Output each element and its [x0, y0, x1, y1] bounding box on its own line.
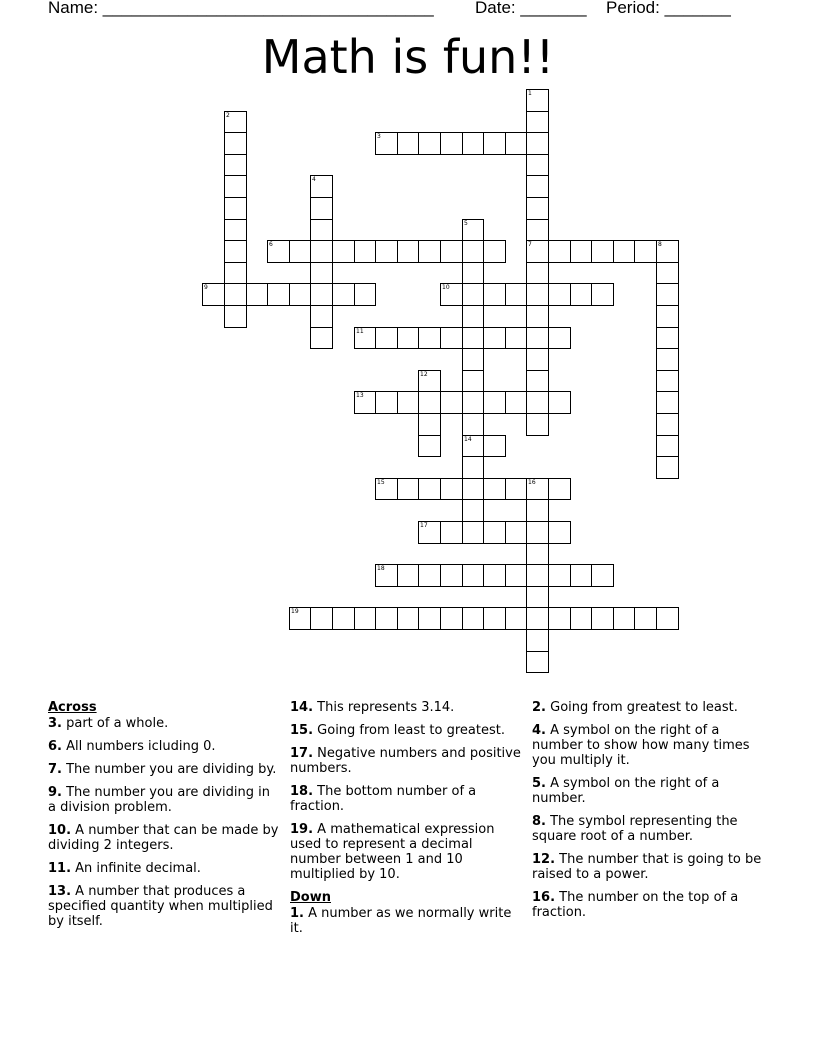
- grid-cell[interactable]: [462, 348, 484, 371]
- clue-num: 15.: [290, 723, 314, 738]
- grid-cell[interactable]: [224, 283, 247, 306]
- clue-number: 7: [528, 241, 532, 248]
- clue: [48, 716, 280, 731]
- clue-num: 14.: [290, 700, 314, 715]
- grid-cell[interactable]: [656, 327, 679, 349]
- grid-cell[interactable]: [505, 607, 527, 630]
- grid-cell[interactable]: [591, 564, 614, 587]
- grid-cell[interactable]: [462, 240, 484, 263]
- down-clue-list-cont: [532, 700, 768, 920]
- clue-text: A symbol on the right of a number.: [532, 776, 720, 806]
- clue-number: 9: [204, 284, 208, 291]
- clues-column-1: [48, 700, 280, 937]
- grid-cell[interactable]: [397, 564, 419, 587]
- grid-cell[interactable]: [483, 327, 506, 349]
- clue-num: 5.: [532, 776, 546, 791]
- clue: [48, 739, 280, 754]
- grid-cell[interactable]: [526, 521, 549, 544]
- clue-number: 19: [291, 608, 299, 615]
- grid-cell[interactable]: [613, 607, 635, 630]
- clue-num: 10.: [48, 823, 72, 838]
- grid-cell[interactable]: [224, 132, 247, 155]
- grid-cell[interactable]: [591, 607, 614, 630]
- grid-cell[interactable]: [440, 283, 463, 306]
- clue-text: The number on the top of a fraction.: [532, 890, 739, 920]
- grid-cell[interactable]: [526, 629, 549, 652]
- grid-cell[interactable]: [418, 327, 441, 349]
- grid-cell[interactable]: [375, 327, 398, 349]
- grid-cell[interactable]: [526, 543, 549, 565]
- clue-num: 6.: [48, 739, 62, 754]
- down-clue-list: [290, 906, 522, 936]
- clue-num: 19.: [290, 822, 314, 837]
- grid-cell[interactable]: [548, 391, 571, 414]
- grid-cell[interactable]: [418, 564, 441, 587]
- grid-cell[interactable]: [526, 651, 549, 673]
- grid-cell[interactable]: [526, 305, 549, 328]
- grid-cell[interactable]: [505, 391, 527, 414]
- grid-cell[interactable]: [505, 521, 527, 544]
- clue: [532, 776, 768, 806]
- clue: [48, 762, 280, 777]
- clue-num: 2.: [532, 700, 546, 715]
- clue: [290, 906, 522, 936]
- clue-number: 16: [528, 479, 536, 486]
- grid-cell[interactable]: [505, 564, 527, 587]
- grid-cell[interactable]: [462, 478, 484, 500]
- grid-cell[interactable]: [440, 327, 463, 349]
- clue-text: All numbers icluding 0.: [61, 739, 216, 754]
- grid-cell[interactable]: [440, 478, 463, 500]
- grid-cell[interactable]: [310, 305, 333, 328]
- grid-cell[interactable]: [526, 132, 549, 155]
- grid-cell[interactable]: [548, 564, 571, 587]
- grid-cell[interactable]: [570, 607, 592, 630]
- across-clue-list-cont: [290, 700, 522, 882]
- grid-cell[interactable]: [548, 327, 571, 349]
- grid-cell[interactable]: [440, 391, 463, 414]
- grid-cell[interactable]: [656, 607, 679, 630]
- clue-text: A mathematical expression used to represent a decimal number between 1 and 10 multiplied by 10.: [290, 822, 495, 882]
- clue-text: The number that is going to be raised to a power.: [532, 852, 762, 882]
- grid-cell[interactable]: [656, 391, 679, 414]
- clue: [290, 746, 522, 776]
- grid-cell[interactable]: [375, 391, 398, 414]
- grid-cell[interactable]: [224, 111, 247, 133]
- grid-cell[interactable]: [483, 521, 506, 544]
- grid-cell[interactable]: [310, 262, 333, 284]
- clue-text: An infinite decimal.: [71, 861, 201, 876]
- grid-cell[interactable]: [634, 607, 657, 630]
- grid-cell[interactable]: [634, 240, 657, 263]
- grid-cell[interactable]: [483, 283, 506, 306]
- clues-column-2: [290, 700, 522, 944]
- clue-number: 12: [420, 371, 428, 378]
- grid-cell[interactable]: [289, 283, 311, 306]
- grid-cell[interactable]: [526, 111, 549, 133]
- clue: [532, 814, 768, 844]
- grid-cell[interactable]: [440, 240, 463, 263]
- grid-cell[interactable]: [332, 240, 355, 263]
- clue: [290, 700, 522, 715]
- grid-cell[interactable]: [267, 283, 290, 306]
- grid-cell[interactable]: [462, 262, 484, 284]
- grid-cell[interactable]: [418, 370, 441, 392]
- period-field[interactable]: Period: _______: [606, 0, 731, 17]
- grid-cell[interactable]: [418, 132, 441, 155]
- grid-cell[interactable]: [548, 607, 571, 630]
- grid-cell[interactable]: [505, 327, 527, 349]
- grid-cell[interactable]: [397, 607, 419, 630]
- name-field[interactable]: Name: ___________________________________: [48, 0, 434, 17]
- grid-cell[interactable]: [526, 240, 549, 263]
- grid-cell[interactable]: [483, 435, 506, 457]
- grid-cell[interactable]: [526, 175, 549, 198]
- clue-num: 3.: [48, 716, 62, 731]
- grid-cell[interactable]: [418, 413, 441, 436]
- clue-num: 9.: [48, 785, 62, 800]
- grid-cell[interactable]: [246, 283, 268, 306]
- grid-cell[interactable]: [224, 262, 247, 284]
- grid-cell[interactable]: [375, 564, 398, 587]
- grid-cell[interactable]: [224, 240, 247, 263]
- clue-text: The symbol representing the square root of a number.: [532, 814, 738, 844]
- grid-cell[interactable]: [505, 283, 527, 306]
- grid-cell[interactable]: [548, 478, 571, 500]
- grid-cell[interactable]: [310, 219, 333, 241]
- clue-num: 13.: [48, 884, 72, 899]
- grid-cell[interactable]: [375, 478, 398, 500]
- grid-cell[interactable]: [483, 564, 506, 587]
- grid-cell[interactable]: [354, 240, 376, 263]
- down-heading: Down: [290, 890, 331, 905]
- grid-cell[interactable]: [440, 564, 463, 587]
- grid-cell[interactable]: [375, 607, 398, 630]
- clue-number: 4: [312, 176, 316, 183]
- clue-number: 11: [356, 328, 364, 335]
- clue-text: A symbol on the right of a number to show how many times you multiply it.: [532, 723, 750, 768]
- grid-cell[interactable]: [310, 327, 333, 349]
- grid-cell[interactable]: [462, 391, 484, 414]
- clue-num: 7.: [48, 762, 62, 777]
- grid-cell[interactable]: [656, 435, 679, 457]
- grid-cell[interactable]: [310, 197, 333, 220]
- grid-cell[interactable]: [418, 607, 441, 630]
- clues-column-3: [532, 700, 768, 928]
- clue-text: The number you are dividing by.: [61, 762, 277, 777]
- grid-cell[interactable]: [397, 132, 419, 155]
- clue-num: 1.: [290, 906, 304, 921]
- grid-cell[interactable]: [375, 132, 398, 155]
- grid-cell[interactable]: [462, 435, 484, 457]
- clue-text: A number as we normally write it.: [290, 906, 512, 936]
- grid-cell[interactable]: [483, 240, 506, 263]
- grid-cell[interactable]: [505, 132, 527, 155]
- clue-num: 16.: [532, 890, 556, 905]
- grid-cell[interactable]: [526, 262, 549, 284]
- clue-text: A number that produces a specified quantity when multiplied by itself.: [48, 884, 273, 929]
- clue-text: This represents 3.14.: [313, 700, 455, 715]
- grid-cell[interactable]: [462, 132, 484, 155]
- grid-cell[interactable]: [418, 240, 441, 263]
- grid-cell[interactable]: [656, 262, 679, 284]
- grid-cell[interactable]: [289, 607, 311, 630]
- clue-number: 3: [377, 133, 381, 140]
- grid-cell[interactable]: [591, 240, 614, 263]
- grid-cell[interactable]: [310, 175, 333, 198]
- clue: [290, 822, 522, 882]
- grid-cell[interactable]: [397, 391, 419, 414]
- grid-cell[interactable]: [656, 283, 679, 306]
- grid-cell[interactable]: [505, 478, 527, 500]
- grid-cell[interactable]: [462, 499, 484, 522]
- grid-cell[interactable]: [656, 413, 679, 436]
- clue: [290, 784, 522, 814]
- clue: [532, 890, 768, 920]
- grid-cell[interactable]: [462, 607, 484, 630]
- grid-cell[interactable]: [224, 197, 247, 220]
- grid-cell[interactable]: [526, 478, 549, 500]
- clue: [48, 785, 280, 815]
- grid-cell[interactable]: [267, 240, 290, 263]
- grid-cell[interactable]: [418, 435, 441, 457]
- grid-cell[interactable]: [526, 89, 549, 112]
- grid-cell[interactable]: [418, 521, 441, 544]
- clue: [48, 823, 280, 853]
- grid-cell[interactable]: [224, 175, 247, 198]
- clue-num: 8.: [532, 814, 546, 829]
- clue-number: 14: [464, 436, 472, 443]
- across-clue-list: [48, 716, 280, 929]
- across-heading: Across: [48, 700, 97, 715]
- grid-cell[interactable]: [202, 283, 225, 306]
- grid-cell[interactable]: [462, 456, 484, 479]
- clue-text: part of a whole.: [61, 716, 169, 731]
- clue-number: 15: [377, 479, 385, 486]
- grid-cell[interactable]: [397, 240, 419, 263]
- grid-cell[interactable]: [526, 327, 549, 349]
- grid-cell[interactable]: [483, 391, 506, 414]
- clue-num: 11.: [48, 861, 72, 876]
- clue-num: 18.: [290, 784, 314, 799]
- grid-cell[interactable]: [332, 283, 355, 306]
- grid-cell[interactable]: [332, 607, 355, 630]
- grid-cell[interactable]: [397, 327, 419, 349]
- grid-cell[interactable]: [526, 607, 549, 630]
- clue: [532, 723, 768, 768]
- grid-cell[interactable]: [289, 240, 311, 263]
- clue-number: 6: [269, 241, 273, 248]
- grid-cell[interactable]: [440, 132, 463, 155]
- clue-number: 18: [377, 565, 385, 572]
- clue-text: The bottom number of a fraction.: [290, 784, 477, 814]
- grid-cell[interactable]: [656, 456, 679, 479]
- grid-cell[interactable]: [526, 391, 549, 414]
- grid-cell[interactable]: [656, 348, 679, 371]
- grid-cell[interactable]: [483, 132, 506, 155]
- grid-cell[interactable]: [548, 283, 571, 306]
- grid-cell[interactable]: [526, 154, 549, 176]
- grid-cell[interactable]: [462, 521, 484, 544]
- grid-cell[interactable]: [418, 478, 441, 500]
- grid-cell[interactable]: [526, 348, 549, 371]
- grid-cell[interactable]: [656, 240, 679, 263]
- grid-cell[interactable]: [310, 240, 333, 263]
- grid-cell[interactable]: [548, 240, 571, 263]
- clue-number: 8: [658, 241, 662, 248]
- clue-num: 17.: [290, 746, 314, 761]
- clue-number: 5: [464, 220, 468, 227]
- grid-cell[interactable]: [462, 283, 484, 306]
- grid-cell[interactable]: [462, 305, 484, 328]
- clue: [290, 723, 522, 738]
- clue-number: 17: [420, 522, 428, 529]
- clue-text: Going from least to greatest.: [313, 723, 505, 738]
- grid-cell[interactable]: [526, 413, 549, 436]
- grid-cell[interactable]: [570, 564, 592, 587]
- grid-cell[interactable]: [418, 391, 441, 414]
- clue-text: Negative numbers and positive numbers.: [290, 746, 521, 776]
- grid-cell[interactable]: [462, 413, 484, 436]
- grid-cell[interactable]: [462, 327, 484, 349]
- grid-cell[interactable]: [224, 154, 247, 176]
- grid-cell[interactable]: [354, 391, 376, 414]
- grid-cell[interactable]: [224, 219, 247, 241]
- clue-number: 10: [442, 284, 450, 291]
- date-field[interactable]: Date: _______: [475, 0, 587, 17]
- clue: [48, 884, 280, 929]
- clue-num: 4.: [532, 723, 546, 738]
- grid-cell[interactable]: [310, 283, 333, 306]
- clue-number: 13: [356, 392, 364, 399]
- grid-cell[interactable]: [526, 586, 549, 608]
- grid-cell[interactable]: [526, 197, 549, 220]
- grid-cell[interactable]: [526, 564, 549, 587]
- clue: [532, 700, 768, 715]
- grid-cell[interactable]: [483, 607, 506, 630]
- grid-cell[interactable]: [375, 240, 398, 263]
- page-title: Math is fun!!: [261, 30, 555, 84]
- grid-cell[interactable]: [483, 478, 506, 500]
- grid-cell[interactable]: [462, 219, 484, 241]
- grid-cell[interactable]: [656, 305, 679, 328]
- grid-cell[interactable]: [570, 240, 592, 263]
- grid-cell[interactable]: [440, 607, 463, 630]
- grid-cell[interactable]: [440, 521, 463, 544]
- grid-cell[interactable]: [526, 499, 549, 522]
- clue-number: 1: [528, 90, 532, 97]
- clue-num: 12.: [532, 852, 556, 867]
- grid-cell[interactable]: [548, 521, 571, 544]
- grid-cell[interactable]: [224, 305, 247, 328]
- grid-cell[interactable]: [570, 283, 592, 306]
- grid-cell[interactable]: [397, 478, 419, 500]
- clue-text: The number you are dividing in a division problem.: [48, 785, 270, 815]
- clue: [532, 852, 768, 882]
- grid-cell[interactable]: [526, 283, 549, 306]
- grid-cell[interactable]: [310, 607, 333, 630]
- clue: [48, 861, 280, 876]
- grid-cell[interactable]: [462, 564, 484, 587]
- grid-cell[interactable]: [354, 283, 376, 306]
- grid-cell[interactable]: [526, 370, 549, 392]
- grid-cell[interactable]: [462, 370, 484, 392]
- clue-number: 2: [226, 112, 230, 119]
- clue-text: Going from greatest to least.: [545, 700, 738, 715]
- clue-text: A number that can be made by dividing 2 integers.: [48, 823, 279, 853]
- grid-cell[interactable]: [613, 240, 635, 263]
- grid-cell[interactable]: [354, 327, 376, 349]
- grid-cell[interactable]: [656, 370, 679, 392]
- grid-cell[interactable]: [526, 219, 549, 241]
- grid-cell[interactable]: [354, 607, 376, 630]
- grid-cell[interactable]: [591, 283, 614, 306]
